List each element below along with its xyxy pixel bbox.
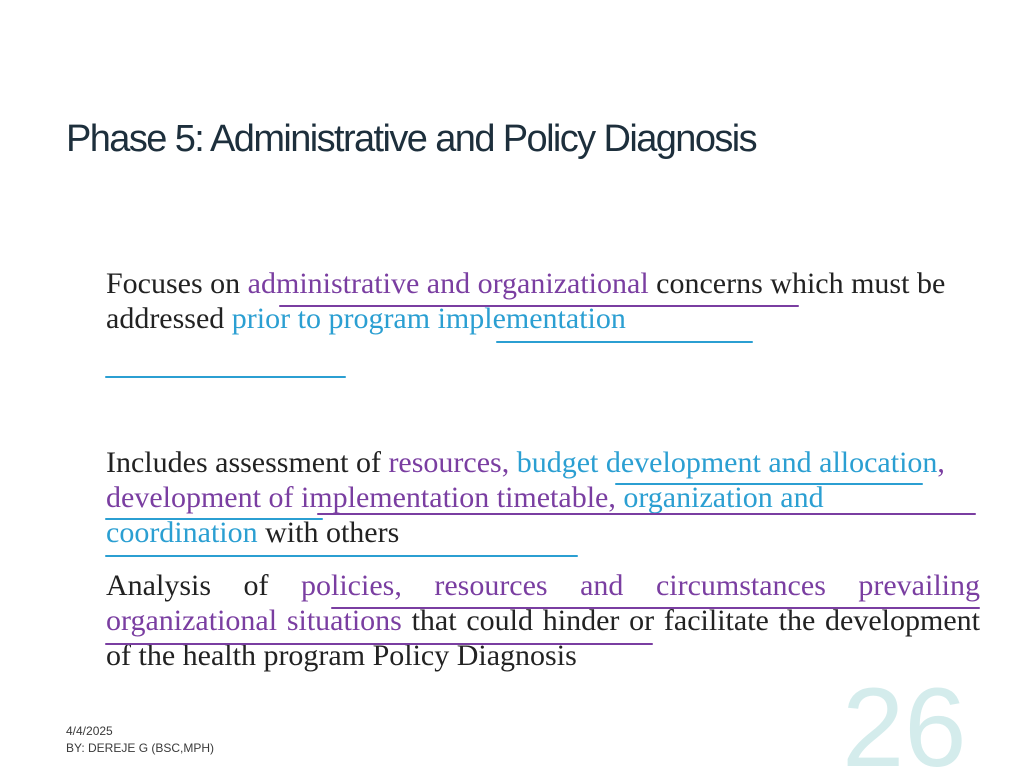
slide-title: Phase 5: Administrative and Policy Diagnosis — [66, 118, 756, 160]
footer-date: 4/4/2025 — [66, 724, 113, 738]
paragraph-focus — [106, 266, 946, 336]
highlight-resources: resources, — [388, 446, 517, 479]
text-plain: Focuses on — [106, 267, 248, 300]
text-plain: that could hinder or facilitate the development of the health program Policy Diagnosis — [106, 604, 980, 672]
paragraph-includes — [106, 445, 980, 550]
highlight-timetable: , development of implementation timetable, — [106, 446, 945, 514]
text-plain: Analysis of — [106, 569, 302, 602]
text-plain: Includes assessment of — [106, 446, 389, 479]
paragraph-analysis — [106, 568, 980, 673]
highlight-policies: policies, resources and circumstances prevailing organizational situations — [106, 569, 980, 637]
slide-number: 26 — [842, 665, 967, 768]
text-plain: concerns which must be addressed — [106, 267, 946, 335]
footer-author: BY: DEREJE G (BSC,MPH) — [66, 741, 215, 755]
highlight-budget: budget development and allocation — [516, 446, 938, 479]
highlight-prior-program: prior to program implementation — [231, 302, 626, 335]
text-plain: with others — [257, 516, 400, 549]
highlight-admin-org: administrative and organizational — [247, 267, 649, 300]
highlight-organization: organization and coordination — [106, 481, 824, 549]
